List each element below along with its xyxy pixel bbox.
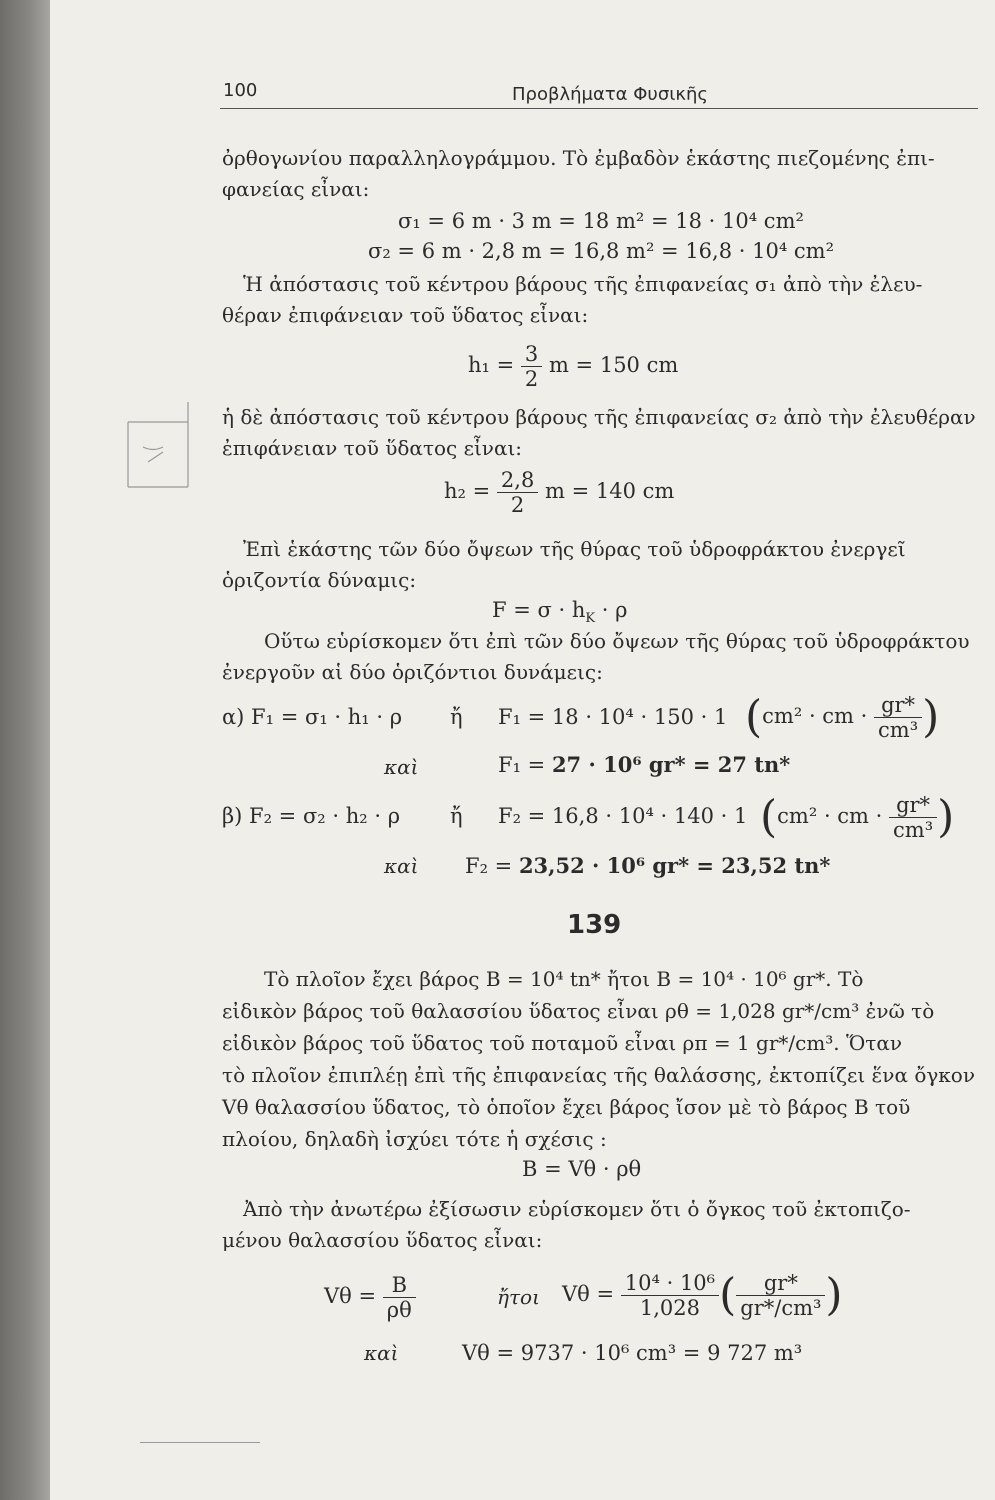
equation-a-result [498,752,790,778]
denominator: 2 [510,493,525,517]
text-line: Ἀπὸ τὴν ἀνωτέρω ἐξίσωσιν εὑρίσκομεν ὅτι ὁ ὄγκος τοῦ ἐκτοπιζο- [243,1197,911,1221]
text-line: ἡ δὲ ἀπόστασις τοῦ κέντρου βάρους τῆς ἐπιφανείας σ₂ ἀπὸ τὴν ἐλευθέραν [222,405,976,429]
denominator: 1,028 [639,1296,700,1320]
numerator: gr* [874,693,922,718]
eq-result-bold: 27 · 10⁶ gr* = 27 tn* [551,752,791,777]
numerator: 3 [521,342,542,367]
text-line: Τὸ πλοῖον ἔχει βάρος B = 10⁴ tn* ἤτοι B = 10⁴ · 10⁶ gr*. Τὸ [264,967,864,991]
text-line: εἰδικὸν βάρος τοῦ ὕδατος τοῦ ποταμοῦ εἶναι ρπ = 1 gr*/cm³. Ὅταν [222,1031,903,1055]
equation-b-or: ἤ [450,804,463,828]
denominator: gr*/cm³ [740,1296,822,1320]
eq-rhs: m = 140 cm [545,479,675,503]
equation-a-lhs: α) F₁ = σ₁ · h₁ · ρ [222,705,403,729]
equation-volume [324,1268,416,1324]
fraction [736,1271,825,1320]
eq-tail: · ρ [595,598,628,622]
paren-open: ( [760,791,778,843]
text-line: Vθ θαλασσίου ὕδατος, τὸ ὁποῖον ἔχει βάρος ἴσον μὲ τὸ βάρος B τοῦ [222,1095,911,1119]
unit-text: cm² · cm · [777,804,883,828]
fraction [874,693,922,742]
problem-number: 139 [567,910,622,940]
denominator: cm³ [893,818,934,842]
eq-prefix: F₁ = [498,753,552,777]
header-rule [220,108,978,109]
eq-subscript: K [585,611,596,627]
equation-h2 [444,468,674,517]
unit-text: cm² · cm · [762,704,868,728]
paren-open: ( [719,1269,737,1321]
equation-weight: B = Vθ · ρθ [522,1157,642,1181]
equation-b-rhs: F₂ = 16,8 · 10⁴ · 140 · 1 [498,804,748,828]
text-line: ἐνεργοῦν αἱ δύο ὁριζόντιοι δυνάμεις: [222,660,603,684]
numerator: 2,8 [497,468,538,493]
equation-sigma2: σ₂ = 6 m · 2,8 m = 16,8 m² = 16,8 · 10⁴ cm² [368,239,835,263]
denominator: ρθ [386,1298,412,1322]
text-line: ὁριζοντία δύναμις: [222,568,417,592]
pencil-sketch-icon [118,392,198,502]
paren-open: ( [745,691,763,743]
scan-left-edge [0,0,50,1500]
paren-close: ) [922,691,940,743]
text-line: εἰδικὸν βάρος τοῦ θαλασσίου ὕδατος εἶναι ρθ = 1,028 gr*/cm³ ἐνῶ τὸ [222,999,935,1023]
denominator: 2 [524,367,539,391]
eq-result-bold: 23,52 · 10⁶ gr* = 23,52 tn* [518,853,831,878]
eq-lhs: Vθ = [324,1284,377,1308]
denominator: cm³ [878,718,919,742]
text-line: θέραν ἐπιφάνειαν τοῦ ὕδατος εἶναι: [222,303,589,327]
eq-lhs: h₁ = [468,353,515,377]
text-line: Ἡ ἀπόστασις τοῦ κέντρου βάρους τῆς ἐπιφανείας σ₁ ἀπὸ τὴν ἐλευ- [243,272,923,296]
fraction [383,1273,416,1322]
text-line: Ἐπὶ ἑκάστης τῶν δύο ὄψεων τῆς θύρας τοῦ ὑδροφράκτου ἐνεργεῖ [243,537,906,561]
running-title: Προβλήματα Φυσικῆς [512,84,708,105]
equation-h1 [468,342,678,391]
conjunction: ἤτοι [497,1285,540,1309]
numerator: B [383,1273,416,1298]
fraction [621,1271,719,1320]
numerator: gr* [736,1271,825,1296]
eq-lhs: Vθ = [562,1282,615,1306]
eq-rhs: m = 150 cm [548,353,679,377]
equation-volume-2 [562,1264,843,1324]
eq-main: F = σ · h [492,598,586,622]
fraction [521,342,542,391]
text-line: μένου θαλασσίου ὕδατος εἶναι: [222,1228,543,1252]
fraction [497,468,538,517]
numerator: 10⁴ · 10⁶ [621,1271,719,1296]
equation-force [492,597,628,632]
eq-prefix: F₂ = [465,854,519,878]
equation-sigma1: σ₁ = 6 m · 3 m = 18 m² = 18 · 10⁴ cm² [398,209,804,233]
conjunction: καὶ [364,1341,399,1365]
equation-b-unit [760,788,954,844]
paren-close: ) [937,791,955,843]
fraction [889,793,937,842]
page-number: 100 [223,80,258,101]
text-line: ἐπιφάνειαν τοῦ ὕδατος εἶναι: [222,436,523,460]
text-line: Οὕτω εὑρίσκομεν ὅτι ἐπὶ τῶν δύο ὄψεων τῆς θύρας τοῦ ὑδροφράκτου [264,629,970,653]
equation-volume-result: Vθ = 9737 · 10⁶ cm³ = 9 727 m³ [462,1341,803,1365]
eq-lhs: h₂ = [444,479,491,503]
text-line: ὀρθογωνίου παραλληλογράμμου. Τὸ ἐμβαδὸν ἑκάστης πιεζομένης ἐπι- [222,146,935,170]
equation-b-result [465,853,830,879]
equation-a-rhs: F₁ = 18 · 10⁴ · 150 · 1 [498,705,728,729]
numerator: gr* [889,793,937,818]
conjunction: καὶ [384,755,419,779]
text-line: πλοίου, δηλαδὴ ἰσχύει τότε ἡ σχέσις : [222,1127,607,1151]
conjunction: καὶ [384,854,419,878]
equation-b-lhs: β) F₂ = σ₂ · h₂ · ρ [222,804,401,828]
equation-a-unit [745,688,939,744]
equation-a-or: ἤ [450,705,463,729]
bottom-rule [140,1442,260,1443]
paren-close: ) [825,1269,843,1321]
text-line: τὸ πλοῖον ἐπιπλέῃ ἐπὶ τῆς ἐπιφανείας τῆς θαλάσσης, ἐκτοπίζει ἕνα ὄγκον [222,1063,976,1087]
text-line: φανείας εἶναι: [222,177,370,201]
